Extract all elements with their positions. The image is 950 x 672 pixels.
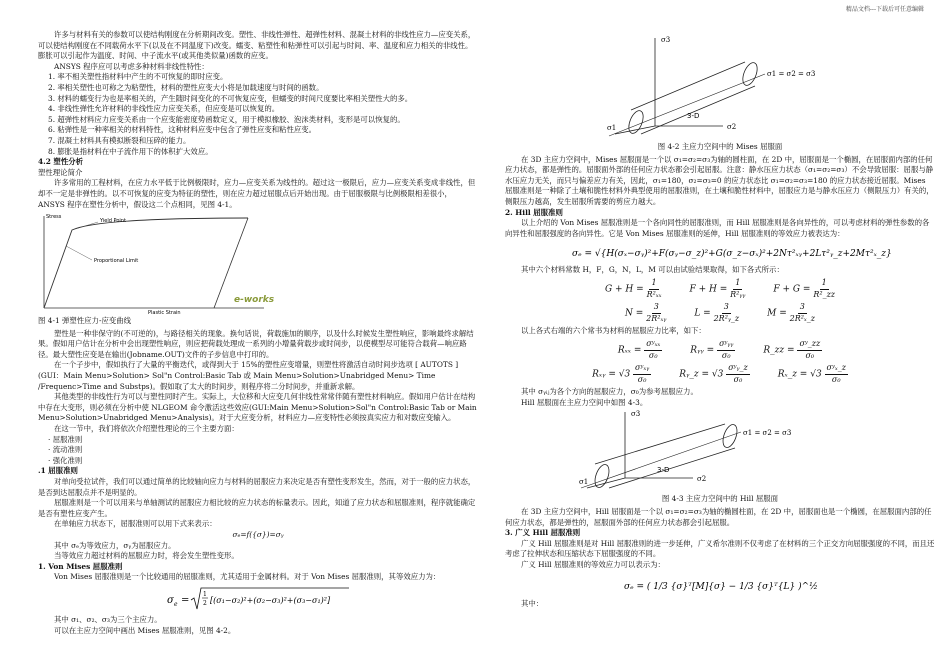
list-item: 1. 率不相关塑性指材料中产生的不可恢复的即时应变。 [48, 72, 228, 82]
svg-text:σ1 = σ2 = σ3: σ1 = σ2 = σ3 [767, 70, 816, 78]
list-item: 7. 混凝土材料具有模拟断裂和压碎的能力。 [48, 135, 191, 145]
von-mises-equation [38, 586, 478, 612]
strain-label: Plastic Strain [148, 310, 181, 317]
subsection-heading: 2. Hill 屈服准则 [505, 207, 563, 217]
paragraph: 许多与材料有关的参数可以使结构刚度在分析期间改变。塑性、非线性弹性、超弹性材料、混凝土材料的非线性应力—应变关系，可以使结构刚度在不同载荷水平下(以及在不同温度下)改变。蠕变、粘塑性和粘弹性可以引起与时间、率、温度和应力相关的非线性。膨胀可以引起作为温度、时间、中子流水平(或其他类似量)函数的应变。 [38, 30, 476, 61]
paragraph: ANSYS 程序应可以考虑多种材料非线性特性： [54, 61, 209, 71]
subsection-heading: 塑性理论简介 [38, 167, 83, 177]
svg-text:σ1: σ1 [579, 478, 589, 487]
list-item: 6. 粘弹性是一种率相关的材料特性，这种材料应变中包含了弹性应变和粘性应变。 [48, 125, 317, 135]
svg-text:=: = [181, 594, 190, 606]
list-item: 3. 材料的蠕变行为也是率相关的，产生随时间变化的不可恢复应变，但蠕变的时间尺度要比率相关塑性大的多。 [48, 93, 413, 103]
left-column [38, 30, 478, 636]
svg-text:σₑ = √{H(σₓ−σᵧ)²+F(σᵧ−σ_z)²+G(: σₑ = √{H(σₓ−σᵧ)²+F(σᵧ−σ_z)²+G(σ_z−σₓ)²+2Nτ²ₓᵧ+2Lτ²ᵧ_z+2Mτ²ₓ_z} [572, 249, 892, 260]
hill-surface-figure [565, 408, 805, 492]
list-item: 2. 率相关塑性也可称之为粘塑性，材料的塑性应变大小将是加载速度与时间的函数。 [48, 82, 324, 92]
svg-text:σ2: σ2 [727, 123, 737, 131]
mises-surface-figure [595, 30, 835, 140]
paragraph: 屈服准则是一个可以用来与单轴测试的屈服应力相比较的应力状态的标量表示。因此，知道了应力状态和屈服准则，程序就能确定是否有塑性应变产生。 [38, 498, 476, 518]
subsection-heading: 3. 广义 Hill 屈服准则 [505, 528, 581, 538]
equation-yield: σₑ=f({σ})=σᵧ [232, 529, 284, 539]
paragraph: 在 3D 主应力空间中，Hill 屈服面是一个以 σ₁=σ₂=σ₃为轴的椭圆柱面，在 2D 中，屈服面也是一个椭圆，在屈服面内部的任何应力状态，都是弹性的，屈服面外部的任何应力状态都会引起屈服。 [505, 507, 932, 527]
section-heading: 4.2 塑性分析 [38, 157, 83, 167]
figure-caption: 图 4-3 主应力空间中的 Hill 屈服面 [661, 494, 779, 504]
list-item: · 强化准则 [48, 455, 83, 465]
stress-label: Stress [46, 214, 62, 221]
paragraph: 其中六个材料常数 H，F，G，N，L，M 可以由试验结果取得，如下各式所示： [521, 265, 784, 275]
hill-constants-row1: G + H = $\frac{1}{\text{R²ₓₓ}}$ F + H = $\frac{1}{\text{R²ᵧᵧ}}$ F + G = $\frac{1}{\text{R²\_zz}}$ [604, 277, 836, 299]
paragraph: 广义 Hill 屈服准则是对 Hill 屈服准则的进一步延伸，广义希尔准则不仅考虑了在材料的三个正交方向屈服强度的不同，而且还考虑了拉伸状态和压缩状态下屈服强度的不同。 [505, 538, 935, 559]
paragraph: 在单轴应力状态下，屈服准则可以用下式来表示： [54, 519, 217, 529]
hill-constants-row2: N = $\frac{3}{\text{2R²ₓᵧ}}$ L = $\frac{3}{\text{2R²ᵧ\_z}}$ M = $\frac{3}{\text{2R²ₓ\_z}}$ [625, 302, 815, 323]
paragraph: 广义 Hill 屈服准则的等效应力可以表示为： [521, 560, 665, 570]
paragraph: 对单向受拉试件，我们可以通过简单的比较轴向应力与材料的屈服应力来决定是否有塑性变形发生，然而，对于一般的应力状态，是否到达屈服点并不是明显的。 [38, 477, 476, 497]
figure-caption: 图 4-1 弹塑性应力-应变曲线 [38, 316, 132, 326]
svg-text:2: 2 [203, 599, 207, 607]
paragraph: 当等效应力超过材料的屈服应力时，将会发生塑性变形。 [54, 551, 239, 561]
section-heading: .1 屈服准则 [38, 466, 78, 476]
yield-label: Yield Point [100, 218, 126, 225]
list-item: · 流动准则 [48, 445, 83, 455]
svg-text:3-D: 3-D [687, 112, 700, 120]
paragraph: 其他类型的非线性行为可以与塑性同时产生。实际上，大位移和大应变几何非线性常常伴随有塑性材料响应。假如用户估计在结构中存在大变形，则必须在分析中使 NLGEOM 命令激活这些效应(GUI:Main Menu>Solution>Sol"n Control:Basic Tab or Main Menu>Solution>Unabridged Menu>Analysis)。对于大应变分析，材料应力—应变特性必须按真实应力和对数应变输入。 [38, 392, 477, 423]
svg-text:3-D: 3-D [657, 466, 670, 475]
paragraph: 其中： [521, 598, 544, 608]
paragraph: 许多常用的工程材料，在应力水平低于比例极限时，应力—应变关系为线性的。超过这一极限后，应力—应变关系变成非线性，但却不一定是非弹性的。以不可恢复的应变为特征的塑性，则在应力超过屈服点后开始出现。由于屈服极限与比例极限相差很小，ANSYS 程序在塑性分析中，假设这二个点相同，见图 4-1。 [38, 178, 476, 209]
list-item: 8. 膨胀是指材料在中子流作用下的体积扩大效应。 [48, 146, 213, 156]
paragraph: 以上各式右端的六个常书为材料的屈服应力比率，如下： [521, 326, 706, 336]
paragraph: 可以在主应力空间中画出 Mises 屈服准则，见图 4-2。 [54, 625, 236, 635]
paragraph: Von Mises 屈服准则是一个比较通用的屈服准则，尤其适用于金属材料。对于 Von Mises 屈服准则，其等效应力为： [54, 572, 441, 582]
svg-text:[(σ₁−σ₂)²+(σ₂−σ₃)²+(σ₃−σ₁)²]: [(σ₁−σ₂)²+(σ₂−σ₃)²+(σ₃−σ₁)²] [210, 595, 331, 605]
paragraph: 在这一节中，我们将依次介绍塑性理论的三个主要方面： [54, 424, 239, 434]
paragraph: 在一个子步中，假如执行了大量的平衡迭代，或得到大于 15%的塑性应变增量，则塑性将激活自动时间步选项 [ AUTOTS ](GUI：Main Menu>Solution> Sol"n Control:Basic Tab 或 Main Menu>Solution>Unabridged Menu> Time /Frequenc>Time and Substps)。假如取了太大的时间步，则程序将二分时间步，并重新求解。 [38, 360, 459, 391]
paragraph: 其中 σₑ为等效应力，σᵧ为屈服应力。 [54, 540, 176, 550]
prop-label: Proportional Limit [94, 258, 139, 265]
svg-text:σ3: σ3 [661, 36, 671, 44]
subsection-heading: 1. Von Mises 屈服准则 [38, 561, 123, 571]
stress-strain-figure [38, 210, 275, 317]
figure-caption: 图 4-2 主应力空间中的 Mises 屈服面 [657, 142, 783, 151]
svg-text:σₑ = ( 1/3 {σ}ᵀ[M]{σ} − 1/3 {σ: σₑ = ( 1/3 {σ}ᵀ[M]{σ} − 1/3 {σ}ᵀ{L} )^½ [624, 581, 818, 592]
paragraph: Hill 屈服面在主应力空间中如图 4-3。 [521, 397, 648, 407]
svg-text:1: 1 [203, 590, 207, 598]
list-item: · 屈服准则 [48, 434, 83, 444]
watermark-logo: e-works [234, 295, 275, 306]
yield-leader [72, 222, 98, 230]
right-column [505, 30, 935, 609]
svg-text:σ1 = σ2 = σ3: σ1 = σ2 = σ3 [743, 429, 792, 438]
generalized-hill-equation [505, 574, 935, 596]
svg-text:σ3: σ3 [631, 410, 641, 419]
svg-text:σ2: σ2 [697, 475, 707, 484]
ratio-row1: Rₓₓ = $\frac{\text{σʸₓₓ}}{\text{σ₀}}$ Rᵧᵧ = $\frac{\text{σʸᵧᵧ}}{\text{σ₀}}$ R_zz = $\frac{\text{σʸ\_zz}}{\text{σ₀}}$ [617, 338, 821, 360]
hill-equation [505, 242, 935, 262]
header-note: 精品文档---下载后可任意编辑 [845, 6, 924, 13]
svg-text:σ1: σ1 [607, 124, 617, 132]
paragraph: 其中 σ₁、σ₂、σ₃为三个主应力。 [54, 614, 162, 624]
paragraph: 塑性是一种非保守的(不可逆的)，与路径相关的现象。换句话说，荷载施加的顺序，以及什么时候发生塑性响应，影响最终求解结果。假如用户估计在分析中会出现塑性响应，则应把荷载处理成一系列的小增量荷载步或时间步，以使模型尽可能符合载荷—响应路径。最大塑性应变是在输出(Jobname.OUT)文件的子步信息中打印的。 [38, 328, 474, 359]
list-item: 4. 非线性弹性允许材料的非线性应力应变关系，但应变是可以恢复的。 [48, 104, 280, 114]
svg-text:σ: σ [167, 594, 174, 606]
svg-text:e: e [174, 600, 178, 608]
paragraph: 以上介绍的 Von Mises 屈服准则是一个各向同性的屈服准则，而 Hill 屈服准则是各向异性的，可以考虑材料的弹性参数的各向异性和屈服强度的各向异性。它是 Von Mises 屈服准则的延伸，Hill 屈服准则的等效应力被表达为： [505, 218, 930, 238]
stress-strain-curve [44, 218, 248, 308]
paragraph: 其中 σᵧᵢⱼ为各个方向的屈服应力，σ₀为参考屈服应力。 [521, 387, 698, 397]
paragraph: 在 3D 主应力空间中，Mises 屈服面是一个以 σ₁=σ₂=σ₃为轴的圆柱面，在 2D 中，屈服面是一个椭圆，在屈服面内部的任何应力状态，都是弹性的。屈服面外部的任何应力状态都会引起屈服。注意：静水压应力状态（σ₁=σ₂=σ₃）不会导致屈服：屈服与静水压应力无关，而只与偏差应力有关，因此，σ₁=180，σ₂=σ₃=0 的应力状态比 σ₁=σ₂=σ₃=180 的应力状态接近屈服。Mises 屈服准则是一种除了土壤和脆性材料外典型使用的屈服准则，在土壤和脆性材料中，屈服应力是与静水压应力（侧限压力）有关的，侧限压力越高，发生屈服所需要的剪应力越大。 [505, 154, 934, 206]
ratio-row2: Rₓᵧ = √3 $\frac{\text{σʸₓᵧ}}{\text{σ₀}}$ Rᵧ_z = √3 $\frac{\text{σʸᵧ\_z}}{\text{σ₀}}$ Rₓ_z = √3 $\frac{\text{σʸₓ\_z}}{\text{σ₀}}$ [592, 363, 846, 384]
prop-leader [66, 246, 92, 260]
list-item: 5. 超弹性材料应力应变关系由一个应变能密度势函数定义，用于模拟橡胶、泡沫类材料，变形是可以恢复的。 [48, 114, 405, 124]
